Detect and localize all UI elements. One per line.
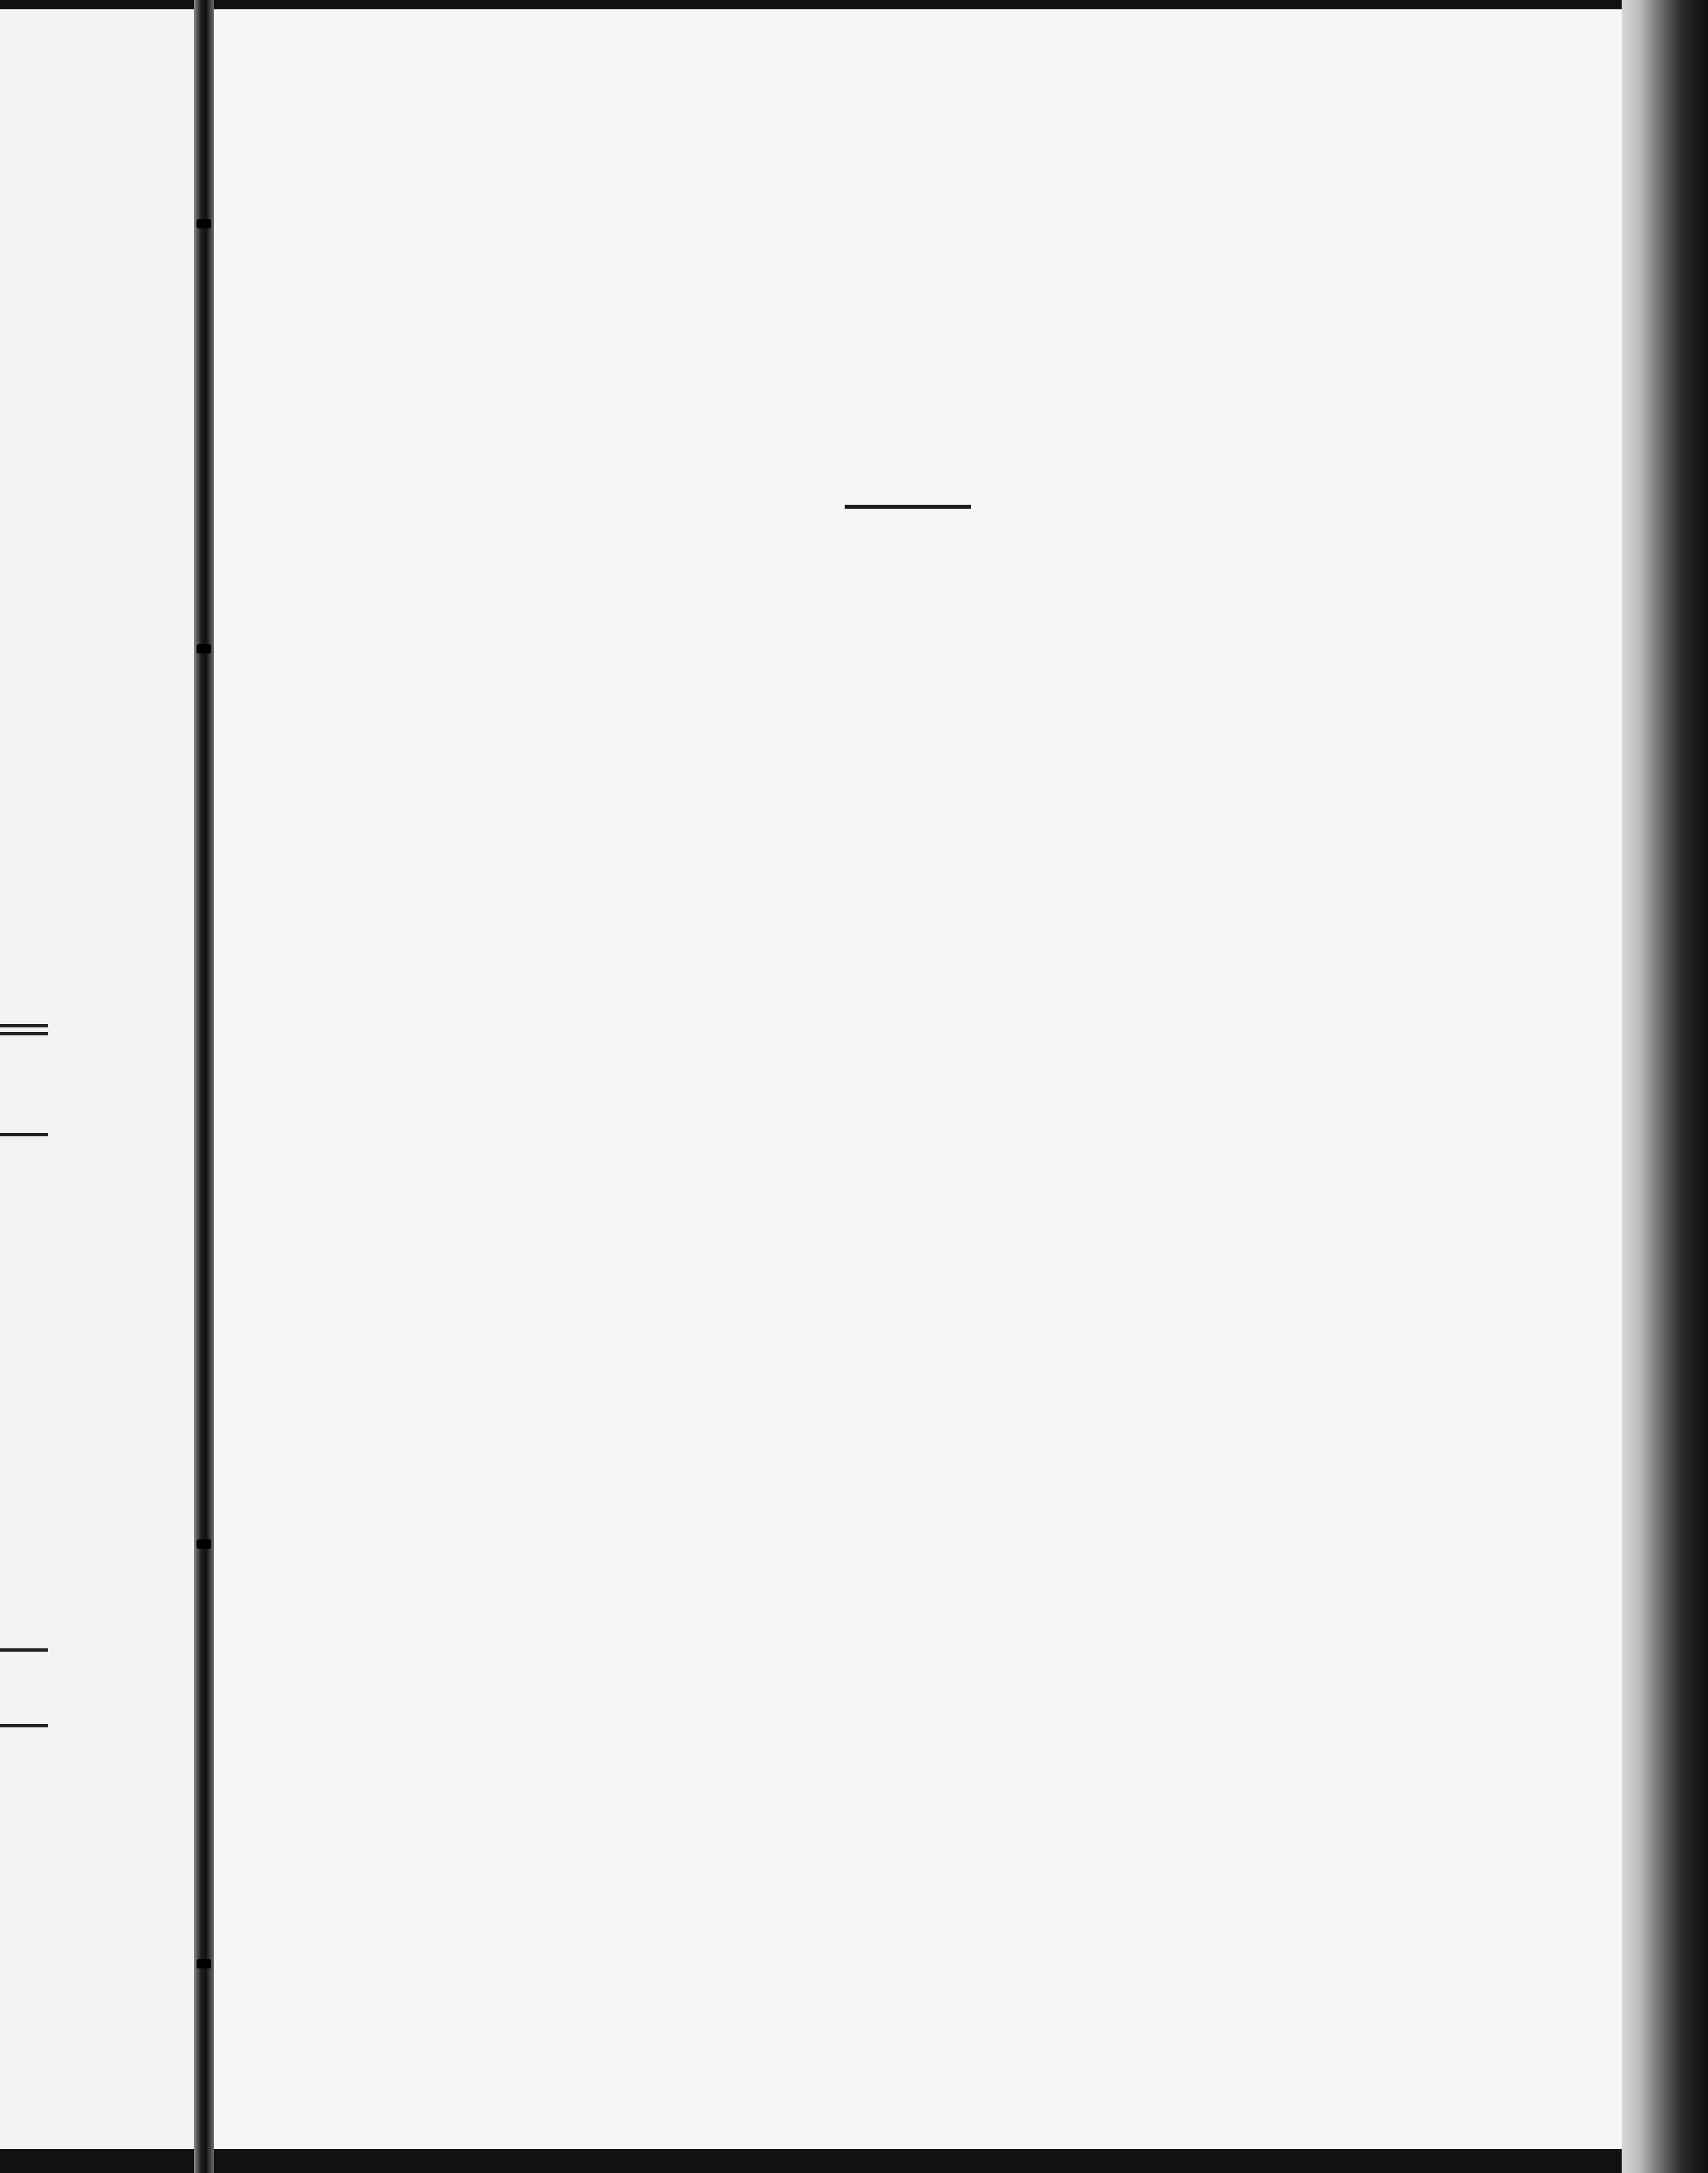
binding-stitch: [197, 219, 211, 228]
title-rule: [845, 505, 971, 509]
left-table-rule: [0, 1024, 48, 1027]
right-page: [214, 9, 1622, 2149]
book-gutter: [194, 0, 214, 2173]
left-page-edge: [0, 9, 194, 2149]
binding-stitch: [197, 644, 211, 653]
left-table-rule: [0, 1724, 48, 1727]
binding-stitch: [197, 1959, 211, 1968]
left-table-rule: [0, 1133, 48, 1136]
left-table-rule: [0, 1648, 48, 1652]
page-edge-shadow: [1622, 0, 1708, 2173]
binding-stitch: [197, 1539, 211, 1549]
left-table-rule: [0, 1032, 48, 1035]
